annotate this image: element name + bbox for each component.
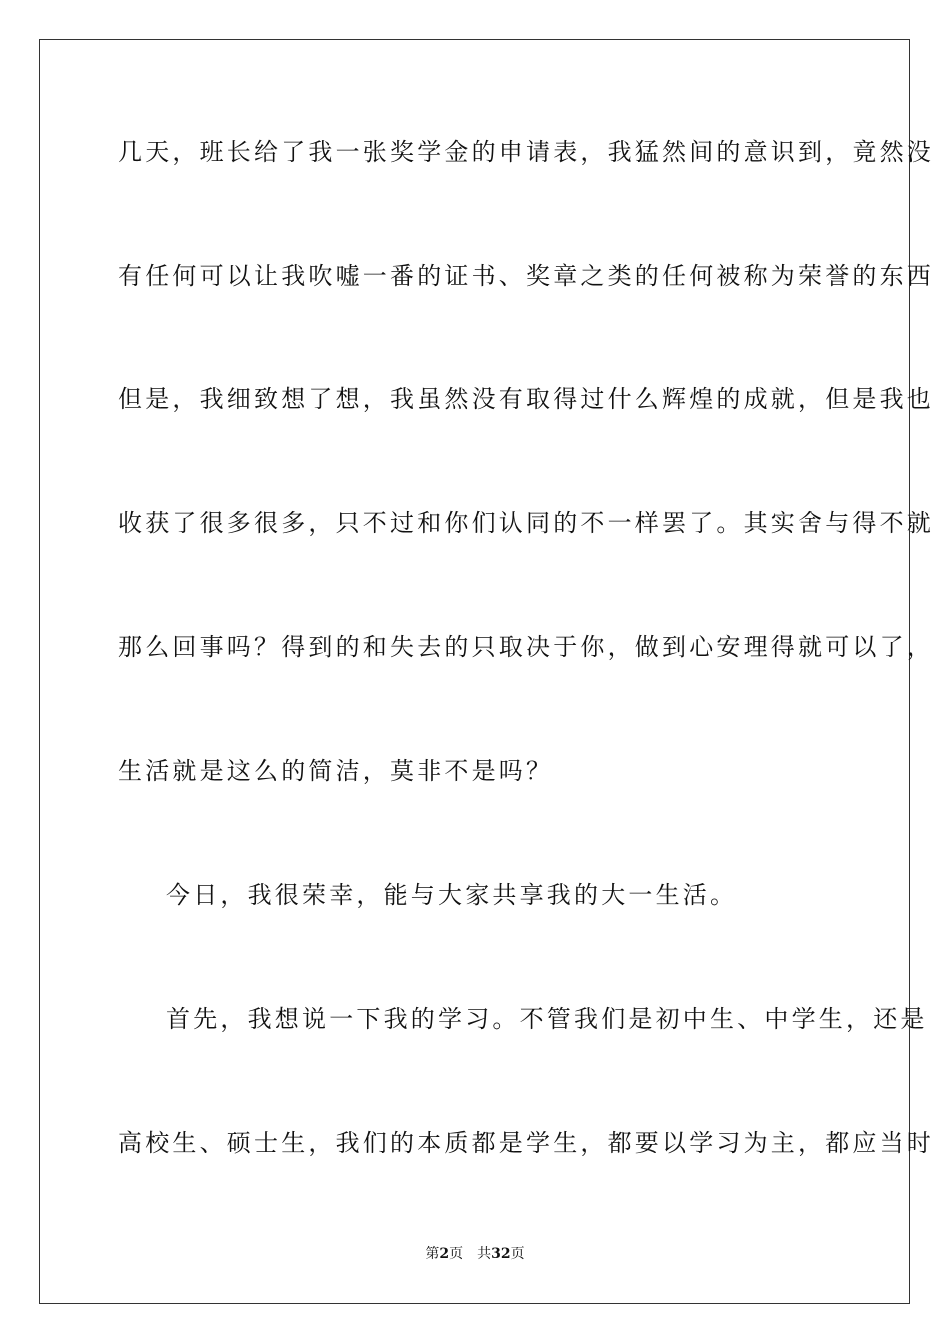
footer-page-prefix: 第	[425, 1246, 440, 1262]
text-line-3: 但是，我细致想了想，我虽然没有取得过什么辉煌的成就，但是我也	[118, 385, 934, 413]
text-line-5: 那么回事吗？得到的和失去的只取决于你，做到心安理得就可以了，	[118, 633, 934, 661]
footer-page-suffix: 页	[449, 1246, 464, 1262]
footer-total-prefix: 共	[477, 1246, 492, 1262]
footer-total-suffix: 页	[510, 1246, 525, 1262]
footer-page-number: 2	[439, 1246, 450, 1262]
text-line-2: 有任何可以让我吹嘘一番的证书、奖章之类的任何被称为荣誉的东西	[118, 262, 934, 290]
text-line-9: 高校生、硕士生，我们的本质都是学生，都要以学习为主，都应当时	[118, 1129, 934, 1157]
text-line-1: 几天，班长给了我一张奖学金的申请表，我猛然间的意识到，竟然没	[118, 138, 934, 166]
text-line-4: 收获了很多很多，只不过和你们认同的不一样罢了。其实舍与得不就	[118, 509, 934, 537]
page-frame	[39, 39, 934, 1304]
footer-total-number: 32	[491, 1246, 511, 1262]
page-footer	[0, 1245, 950, 1263]
paragraph-line-1: 今日，我很荣幸，能与大家共享我的大一生活。	[166, 881, 738, 909]
text-line-6: 生活就是这么的简洁，莫非不是吗？	[118, 757, 554, 785]
paragraph-line-2: 首先，我想说一下我的学习。不管我们是初中生、中学生，还是	[166, 1005, 928, 1033]
